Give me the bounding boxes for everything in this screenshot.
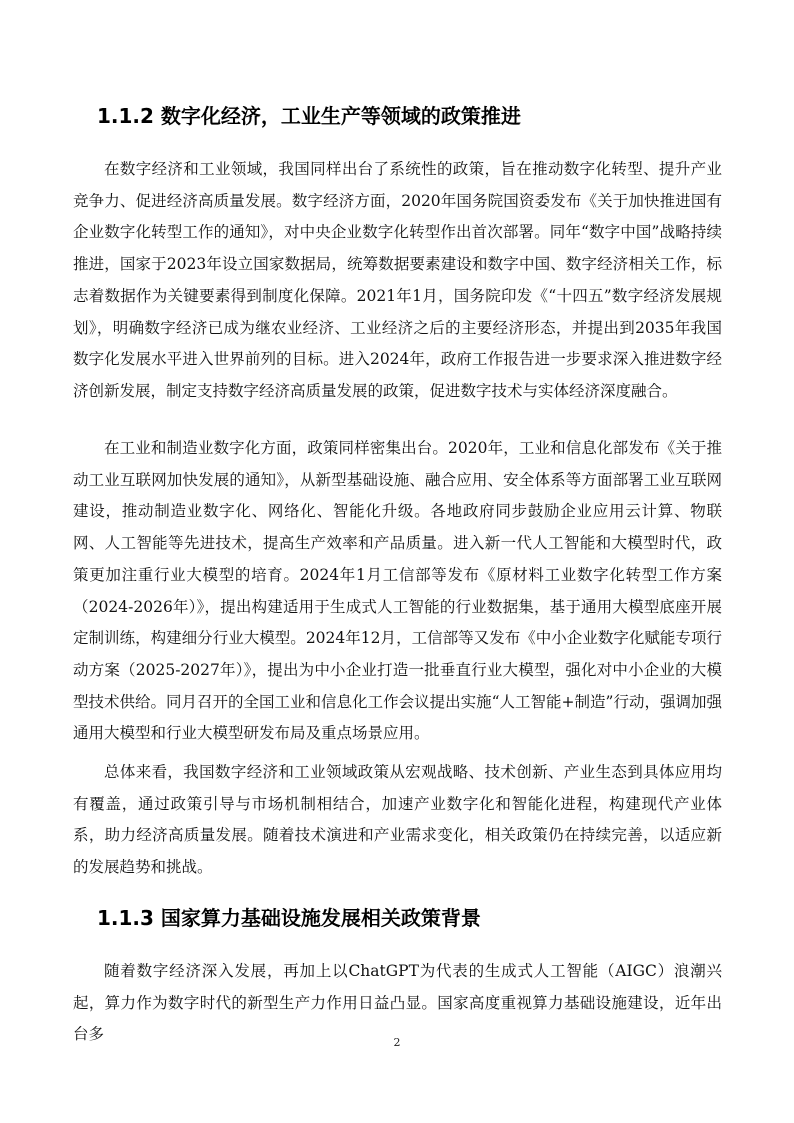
body-paragraph: 总体来看，我国数字经济和工业领域政策从宏观战略、技术创新、产业生态到具体应用均有覆盖，通过政策引导与市场机制相结合，加速产业数字化和智能化进程，构建现代产业体系，助力经济高质量发展。随着技术演进和产业需求变化，相关政策仍在持续完善，以适应新的发展趋势和挑战。 bbox=[73, 763, 722, 877]
section-heading-1-1-2: 1.1.2 数字化经济，工业生产等领域的政策推进 bbox=[97, 104, 521, 128]
section-heading-1-1-3: 1.1.3 国家算力基础设施发展相关政策背景 bbox=[97, 906, 481, 930]
body-paragraph: 随着数字经济深入发展，再加上以ChatGPT为代表的生成式人工智能（AIGC）浪潮兴起，算力作为数字时代的新型生产力作用日益凸显。国家高度重视算力基础设施建设，近年出台多 bbox=[73, 962, 722, 1044]
body-paragraph: 在数字经济和工业领域，我国同样出台了系统性的政策，旨在推动数字化转型、提升产业竞争力、促进经济高质量发展。数字经济方面，2020年国务院国资委发布《关于加快推进国有企业数字化转型工作的通知》，对中央企业数字化转型作出首次部署。同年“数字中国”战略持续推进，国家于2023年设立国家数据局，统筹数据要素建设和数字中国、数字经济相关工作，标志着数据作为关键要素得到制度化保障。2021年1月，国务院印发《“十四五”数字经济发展规划》，明确数字经济已成为继农业经济、工业经济之后的主要经济形态，并提出到2035年我国数字化发展水平进入世界前列的目标。进入2024年，政府工作报告进一步要求深入推进数字经济创新发展，制定支持数字经济高质量发展的政策，促进数字技术与实体经济深度融合。 bbox=[73, 160, 722, 400]
body-paragraph: 在工业和制造业数字化方面，政策同样密集出台。2020年，工业和信息化部发布《关于推动工业互联网加快发展的通知》，从新型基础设施、融合应用、安全体系等方面部署工业互联网建设，推动制造业数字化、网络化、智能化升级。各地政府同步鼓励企业应用云计算、物联网、人工智能等先进技术，提高生产效率和产品质量。进入新一代人工智能和大模型时代，政策更加注重行业大模型的培育。2024年1月工信部等发布《原材料工业数字化转型工作方案（2024-2026年）》，提出构建适用于生成式人工智能的行业数据集，基于通用大模型底座开展定制训练，构建细分行业大模型。2024年12月，工信部等又发布《中小企业数字化赋能专项行动方案（2025-2027年）》，提出为中小企业打造一批垂直行业大模型，强化对中小企业的大模型技术供给。同月召开的全国工业和信息化工作会议提出实施“人工智能+制造”行动，强调加强通用大模型和行业大模型研发布局及重点场景应用。 bbox=[73, 439, 722, 743]
page-number: 2 bbox=[393, 1036, 401, 1049]
